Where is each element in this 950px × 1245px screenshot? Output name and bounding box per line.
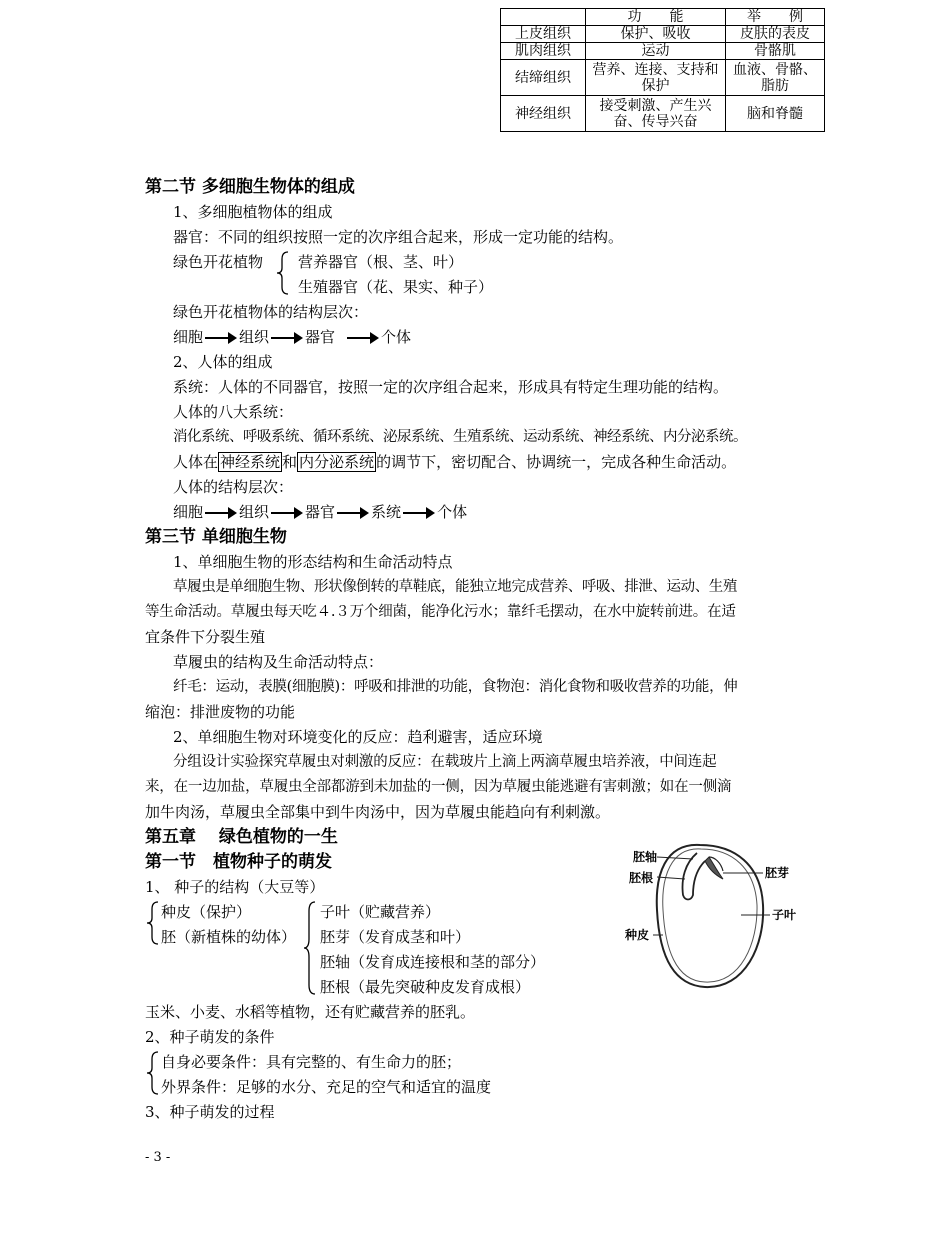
section-title: 第二节 多细胞生物体的组成 [145,177,355,197]
table-cell: 皮肤的表皮 [726,26,825,43]
paragraph: 消化系统、呼吸系统、循环系统、泌尿系统、生殖系统、运动系统、神经系统、内分泌系统。 [173,429,747,445]
text-span: 人体在 [173,453,219,471]
chain-item: 组织 [239,328,270,346]
table-cell: 神经组织 [501,96,586,132]
tissue-table [500,8,825,132]
brace-icon [146,1051,160,1095]
table-row [501,60,825,96]
embryo-part: 胚根（最先突破种皮发育成根） [320,978,531,996]
figure-label: 胚根 [629,871,654,885]
paragraph: 1、单细胞生物的形态结构和生命活动特点 [173,553,453,571]
arrow-right-icon [347,327,379,347]
table-cell: 脑和脊髓 [726,96,825,132]
table-header-row [501,9,825,26]
paragraph: 草履虫是单细胞生物、形状像倒转的草鞋底，能独立地完成营养、呼吸、排泄、运动、生殖 [173,579,737,595]
figure-label: 子叶 [772,908,797,922]
boxed-term: 内分泌系统 [299,453,375,471]
paragraph: 草履虫的结构及生命活动特点： [173,653,384,671]
chain-item: 细胞 [173,503,204,521]
chain-item: 器官 [305,503,336,521]
paragraph: 玉米、小麦、水稻等植物，还有贮藏营养的胚乳。 [145,1003,476,1021]
condition: 外界条件：足够的水分、充足的空气和适宜的温度 [161,1078,492,1096]
plant-item: 营养器官（根、茎、叶） [298,253,464,271]
paragraph: 1、多细胞植物体的组成 [173,203,333,221]
plant-item: 生殖器官（花、果实、种子） [298,278,494,296]
embryo-part: 胚轴（发育成连接根和茎的部分） [320,953,546,971]
paragraph: 1、 种子的结构（大豆等） [145,878,325,896]
table-header-cell: 功 能 [586,9,726,26]
arrow-right-icon [271,502,303,522]
table-cell: 骨骼肌 [726,43,825,60]
table-cell: 运动 [586,43,726,60]
seed-part: 胚（新植株的幼体） [161,928,297,946]
paragraph: 3、种子萌发的过程 [145,1103,275,1121]
table-row [501,26,825,43]
text-span: 和 [282,453,298,471]
bean-seed-figure [605,835,805,995]
arrow-right-icon [403,502,435,522]
arrow-right-icon [337,502,369,522]
table-cell: 结缔组织 [501,60,586,96]
table-cell: 接受刺激、产生兴奋、传导兴奋 [586,96,726,132]
paragraph [173,452,736,472]
table-header-cell: 举 例 [726,9,825,26]
seed-part: 种皮（保护） [161,903,252,921]
table-cell: 营养、连接、支持和保护 [586,60,726,96]
section-title: 第三节 单细胞生物 [145,527,287,547]
table-cell: 保护、吸收 [586,26,726,43]
chain-item: 器官 [305,328,336,346]
paragraph: 2、人体的组成 [173,353,273,371]
arrow-right-icon [271,327,303,347]
paragraph: 等生命活动。草履虫每天吃４.３万个细菌，能净化污水；靠纤毛摆动，在水中旋转前进。在适 [145,604,736,620]
paragraph: 宜条件下分裂生殖 [145,628,266,646]
brace-icon [276,251,290,295]
paragraph: 绿色开花植物体的结构层次： [173,303,369,321]
paragraph: 器官：不同的组织按照一定的次序组合起来，形成一定功能的结构。 [173,228,624,246]
embryo-part: 子叶（贮藏营养） [320,903,441,921]
paragraph: 分组设计实验探究草履虫对刺激的反应：在载玻片上滴上两滴草履虫培养液，中间连起 [173,754,717,770]
condition: 自身必要条件：具有完整的、有生命力的胚； [161,1053,462,1071]
paragraph: 人体的结构层次： [173,478,294,496]
text-span: 的调节下，密切配合、协调统一，完成各种生命活动。 [376,453,737,471]
table-cell: 上皮组织 [501,26,586,43]
table-cell: 血液、骨骼、脂肪 [726,60,825,96]
paragraph: 2、种子萌发的条件 [145,1028,275,1046]
figure-label: 种皮 [625,928,650,942]
chain-item: 个体 [381,328,412,346]
table-cell: 肌肉组织 [501,43,586,60]
table-header-cell [501,9,586,26]
chapter-title: 第五章 绿色植物的一生 [145,827,338,847]
paragraph: 系统：人体的不同器官，按照一定的次序组合起来，形成具有特定生理功能的结构。 [173,378,729,396]
paragraph: 人体的八大系统： [173,403,294,421]
arrow-right-icon [205,502,237,522]
structure-chain [173,502,467,522]
chain-item: 个体 [437,503,468,521]
chain-item: 细胞 [173,328,204,346]
table-row [501,96,825,132]
embryo-part: 胚芽（发育成茎和叶） [320,928,471,946]
chain-item: 系统 [371,503,402,521]
paragraph: 2、单细胞生物对环境变化的反应：趋利避害，适应环境 [173,728,543,746]
paragraph: 纤毛：运动，表膜(细胞膜)：呼吸和排泄的功能，食物泡：消化食物和吸收营养的功能，伸 [173,679,738,695]
figure-label: 胚芽 [765,866,790,880]
paragraph: 缩泡：排泄废物的功能 [145,703,296,721]
brace-icon [303,901,317,995]
arrow-right-icon [205,327,237,347]
section-title: 第一节 植物种子的萌发 [145,852,332,872]
table-row [501,43,825,60]
page-number: - 3 - [145,1150,171,1165]
structure-chain [173,327,411,347]
boxed-term: 神经系统 [220,453,281,471]
paragraph: 来，在一边加盐，草履虫全部都游到未加盐的一侧，因为草履虫能逃避有害刺激；如在一侧滴 [145,779,732,795]
brace-icon [146,901,160,945]
chain-item: 组织 [239,503,270,521]
paragraph: 加牛肉汤，草履虫全部集中到牛肉汤中，因为草履虫能趋向有利刺激。 [145,803,611,821]
figure-label: 胚轴 [633,850,658,864]
plant-label: 绿色开花植物 [173,253,264,271]
